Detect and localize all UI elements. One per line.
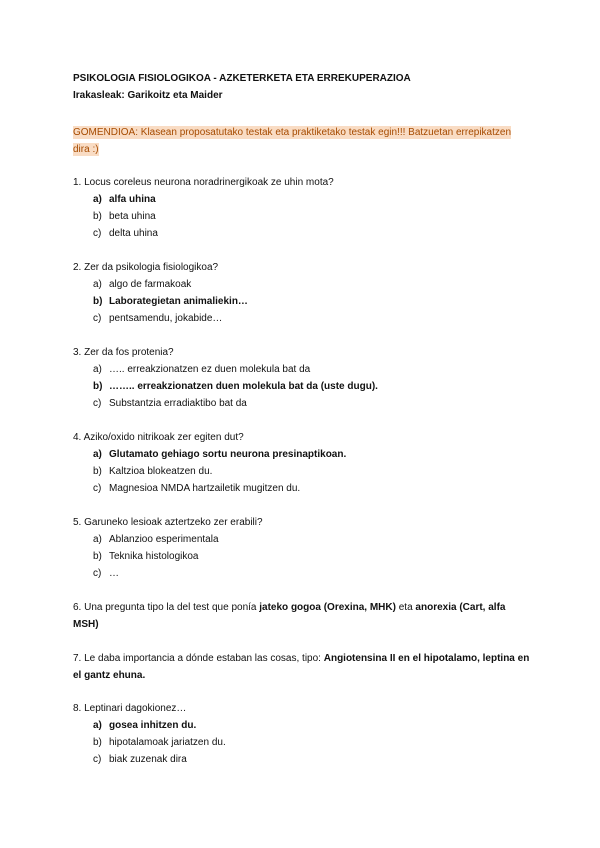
option-marker: c)	[93, 398, 102, 409]
option-text: hipotalamoak jariatzen du.	[109, 737, 226, 748]
teachers-line: Irakasleak: Garikoitz eta Maider	[73, 90, 223, 101]
option-text: Kaltzioa blokeatzen du.	[109, 466, 213, 477]
option-text: alfa uhina	[109, 194, 156, 205]
question-text: Aziko/oxido nitrikoak zer egiten dut?	[83, 432, 244, 443]
question-text: Le daba importancia a dónde estaban las cosas, tipo:	[84, 653, 324, 664]
question-stem	[73, 344, 533, 361]
option-marker: c)	[93, 313, 102, 324]
question-stem	[73, 259, 533, 276]
option-marker: a)	[93, 720, 102, 731]
question-text: Una pregunta tipo la del test que ponía	[84, 602, 260, 613]
option-marker: a)	[93, 194, 102, 205]
option-text: biak zuzenak dira	[109, 754, 187, 765]
option-a	[73, 717, 533, 734]
option-marker: c)	[93, 568, 102, 579]
question-bold-text: anorexia (Cart, alfa MSH)	[73, 602, 506, 630]
option-a	[73, 361, 533, 378]
question-text: Locus coreleus neurona noradrinergikoak ze uhin mota?	[84, 177, 334, 188]
option-list	[73, 717, 533, 768]
option-marker: a)	[93, 534, 102, 545]
document-title: PSIKOLOGIA FISIOLOGIKOA - AZKETERKETA ETA ERREKUPERAZIOA	[73, 73, 411, 84]
option-text: Laborategietan animaliekin…	[109, 296, 248, 307]
question-5	[73, 514, 533, 582]
option-text: beta uhina	[109, 211, 156, 222]
option-a	[73, 191, 533, 208]
option-marker: b)	[93, 551, 102, 562]
option-a	[73, 276, 533, 293]
question-number: 1.	[73, 177, 82, 188]
option-marker: b)	[93, 737, 102, 748]
question-number: 7.	[73, 653, 82, 664]
option-b	[73, 548, 533, 565]
question-8	[73, 700, 533, 768]
question-stem	[73, 429, 533, 446]
option-text: Ablanzioo esperimentala	[109, 534, 219, 545]
option-list	[73, 276, 533, 327]
question-text-connector: eta	[395, 602, 416, 613]
option-c	[73, 480, 533, 497]
question-bold-text: jateko gogoa (Orexina, MHK)	[259, 602, 396, 613]
recommendation-note	[73, 124, 528, 158]
question-stem	[73, 700, 533, 717]
option-c	[73, 395, 533, 412]
question-stem	[73, 174, 533, 191]
question-1	[73, 174, 533, 242]
option-b	[73, 208, 533, 225]
question-text: Leptinari dagokionez…	[84, 703, 187, 714]
option-a	[73, 446, 533, 463]
option-text: gosea inhitzen du.	[109, 720, 197, 731]
option-text: Glutamato gehiago sortu neurona presinaptikoan.	[109, 449, 347, 460]
option-text: delta uhina	[109, 228, 158, 239]
question-text: Zer da psikologia fisiologikoa?	[84, 262, 219, 273]
question-2	[73, 259, 533, 327]
option-marker: b)	[93, 466, 102, 477]
option-marker: a)	[93, 279, 102, 290]
option-marker: c)	[93, 754, 102, 765]
question-6	[73, 599, 533, 633]
question-stem	[73, 650, 533, 684]
option-text: algo de farmakoak	[109, 279, 192, 290]
option-b	[73, 378, 533, 395]
option-c	[73, 225, 533, 242]
question-number: 8.	[73, 703, 82, 714]
option-b	[73, 734, 533, 751]
option-marker: a)	[93, 449, 102, 460]
option-b	[73, 293, 533, 310]
option-text: Substantzia erradiaktibo bat da	[109, 398, 247, 409]
option-list	[73, 446, 533, 497]
option-marker: b)	[93, 296, 103, 307]
option-marker: c)	[93, 483, 102, 494]
option-list	[73, 531, 533, 582]
option-text: Teknika histologikoa	[109, 551, 199, 562]
recommendation-text: GOMENDIOA: Klasean proposatutako testak eta praktiketako testak egin!!! Batzuetan errepikatzen dira :)	[73, 127, 512, 155]
option-text: ….. erreakzionatzen ez duen molekula bat da	[109, 364, 311, 375]
question-number: 3.	[73, 347, 82, 358]
question-text: Garuneko lesioak aztertzeko zer erabili?	[84, 517, 263, 528]
option-text: Magnesioa NMDA hartzailetik mugitzen du.	[109, 483, 301, 494]
option-text: pentsamendu, jokabide…	[109, 313, 223, 324]
option-text: …….. erreakzionatzen duen molekula bat da (uste dugu).	[109, 381, 378, 392]
option-b	[73, 463, 533, 480]
option-list	[73, 361, 533, 412]
question-bold-text: Angiotensina II en el hipotalamo, leptina en el gantz ehuna.	[73, 653, 530, 681]
option-c	[73, 565, 533, 582]
question-stem	[73, 514, 533, 531]
question-number: 5.	[73, 517, 82, 528]
option-text: …	[109, 568, 119, 579]
option-marker: c)	[93, 228, 102, 239]
question-number: 4.	[73, 432, 82, 443]
option-list	[73, 191, 533, 242]
question-number: 2.	[73, 262, 82, 273]
option-marker: b)	[93, 381, 103, 392]
question-text: Zer da fos protenia?	[84, 347, 174, 358]
option-marker: a)	[93, 364, 102, 375]
option-marker: b)	[93, 211, 102, 222]
question-number: 6.	[73, 602, 82, 613]
option-c	[73, 310, 533, 327]
question-stem	[73, 599, 533, 633]
question-4	[73, 429, 533, 497]
option-c	[73, 751, 533, 768]
question-3	[73, 344, 533, 412]
option-a	[73, 531, 533, 548]
question-7	[73, 650, 533, 684]
